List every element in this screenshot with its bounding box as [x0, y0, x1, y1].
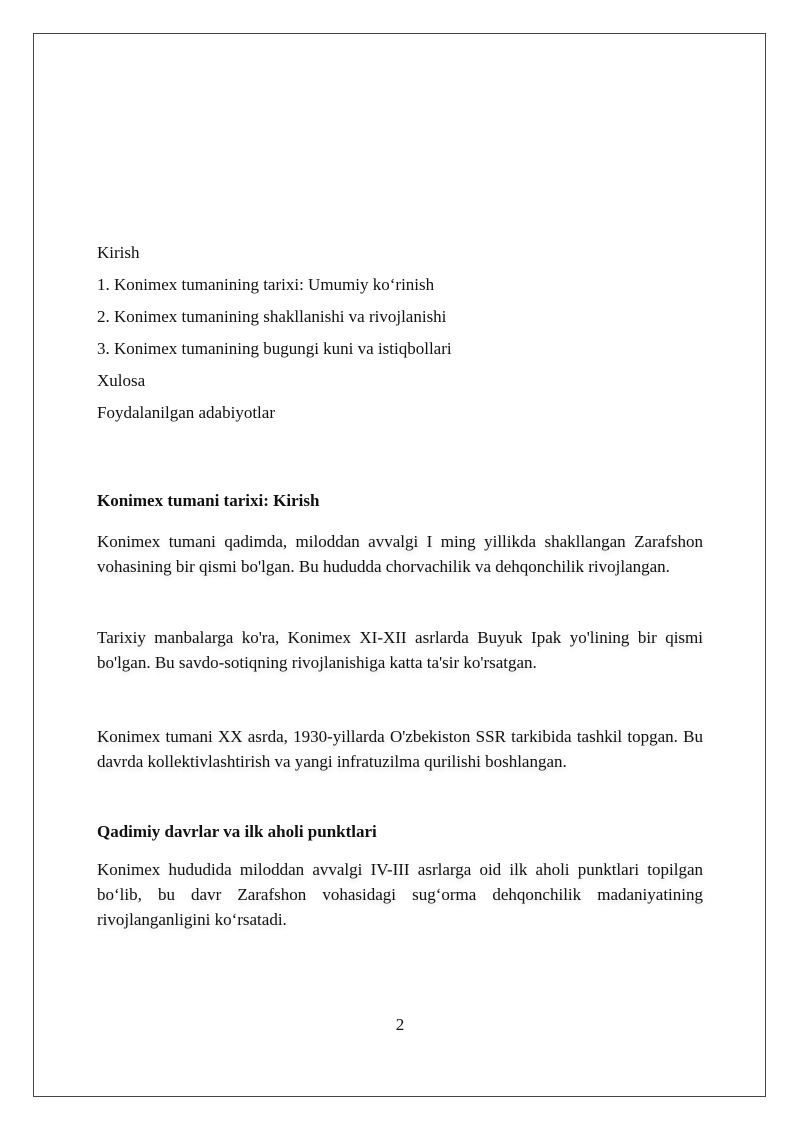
- page-number: 2: [395, 1015, 405, 1034]
- toc-item-conclusion: Xulosa: [97, 371, 146, 390]
- paragraph: Tarixiy manbalarga ko'ra, Konimex XI-XII asrlarda Buyuk Ipak yo'lining bir qismi bo'lgan. Bu savdo-sotiqning rivojlanishiga katta ta'sir ko'rsatgan.: [97, 628, 703, 672]
- paragraph: Konimex tumani XX asrda, 1930-yillarda O'zbekiston SSR tarkibida tashkil topgan. Bu davrda kollektivlashtirish va yangi infratuzilma qurilishi boshlangan.: [97, 727, 703, 771]
- section-heading-introduction: Konimex tumani tarixi: Kirish: [97, 491, 320, 510]
- toc-item-references: Foydalanilgan adabiyotlar: [97, 403, 275, 422]
- document-body: [97, 243, 703, 932]
- table-of-contents: [97, 243, 703, 423]
- toc-item-3: 3. Konimex tumanining bugungi kuni va istiqbollari: [97, 339, 452, 358]
- section-heading-ancient-periods: Qadimiy davrlar va ilk aholi punktlari: [97, 822, 377, 841]
- toc-item-intro: Kirish: [97, 243, 140, 262]
- toc-item-2: 2. Konimex tumanining shakllanishi va rivojlanishi: [97, 307, 447, 326]
- paragraph: Konimex hududida miloddan avvalgi IV-III asrlarga oid ilk aholi punktlari topilgan bo‘lib, bu davr Zarafshon vohasidagi sug‘orma dehqonchilik madaniyatining rivojlanganligini ko‘rsatadi.: [97, 860, 703, 929]
- paragraph: Konimex tumani qadimda, miloddan avvalgi I ming yillikda shakllangan Zarafshon vohasining bir qismi bo'lgan. Bu hududda chorvachilik va dehqonchilik rivojlangan.: [97, 532, 703, 576]
- toc-item-1: 1. Konimex tumanining tarixi: Umumiy ko‘rinish: [97, 275, 435, 294]
